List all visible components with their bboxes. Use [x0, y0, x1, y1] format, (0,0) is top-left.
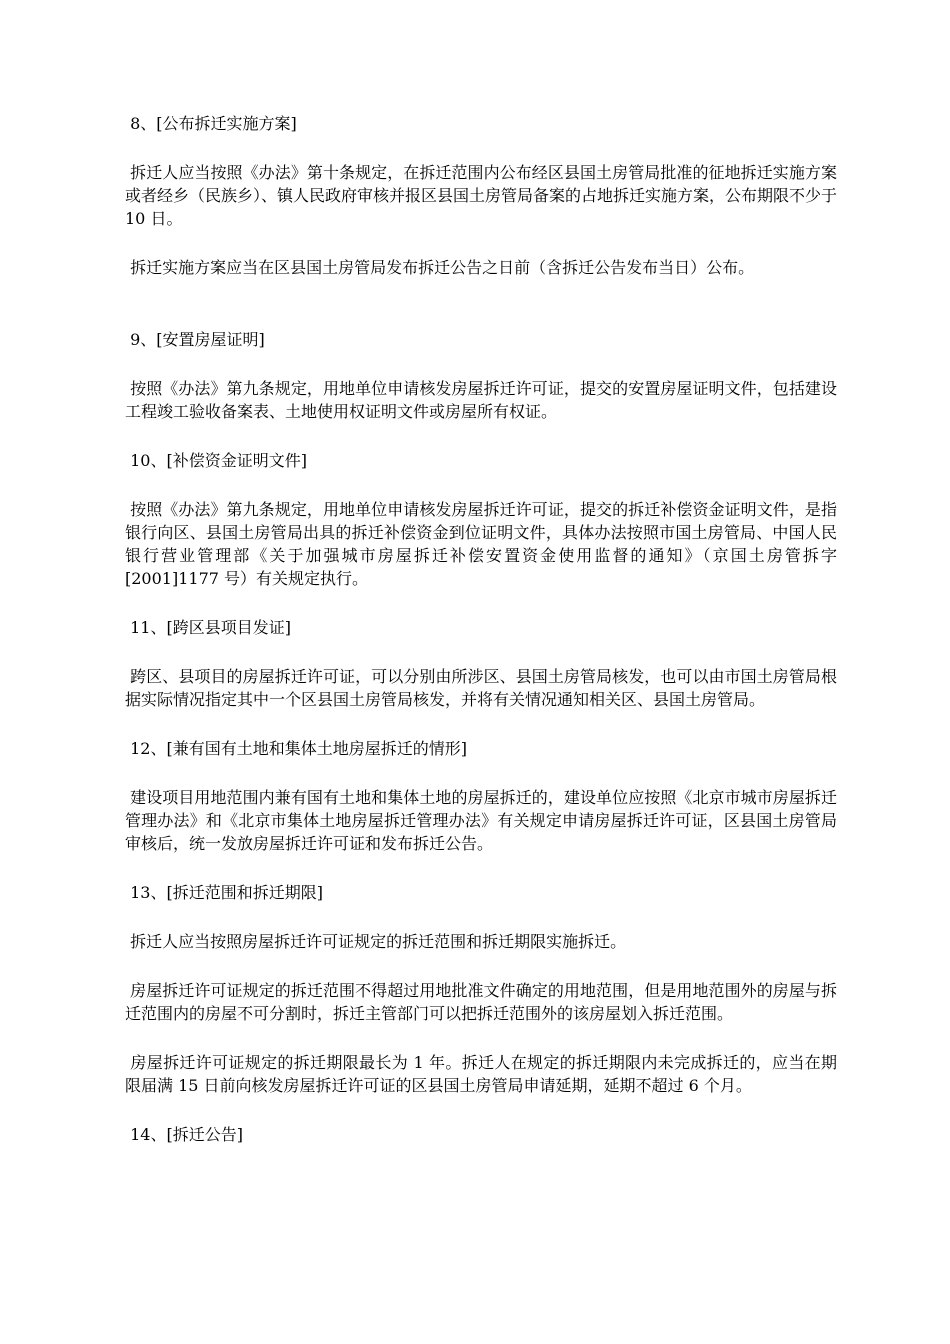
- document-body: [125, 112, 843, 1172]
- section-heading-11: 11、[跨区县项目发证]: [125, 618, 291, 637]
- section-heading-8: 8、[公布拆迁实施方案]: [125, 114, 297, 133]
- section-heading-9: 9、[安置房屋证明]: [125, 330, 265, 349]
- paragraph: 按照《办法》第九条规定，用地单位申请核发房屋拆迁许可证，提交的安置房屋证明文件，包括建设工程竣工验收备案表、土地使用权证明文件或房屋所有权证。: [125, 379, 837, 421]
- paragraph: 拆迁实施方案应当在区县国土房管局发布拆迁公告之日前（含拆迁公告发布当日）公布。: [125, 258, 755, 277]
- section-heading-10: 10、[补偿资金证明文件]: [125, 451, 307, 470]
- paragraph: 房屋拆迁许可证规定的拆迁范围不得超过用地批准文件确定的用地范围，但是用地范围外的房屋与拆迁范围内的房屋不可分割时，拆迁主管部门可以把拆迁范围外的该房屋划入拆迁范围。: [125, 981, 837, 1023]
- paragraph: 按照《办法》第九条规定，用地单位申请核发房屋拆迁许可证，提交的拆迁补偿资金证明文件，是指银行向区、县国土房管局出具的拆迁补偿资金到位证明文件，具体办法按照市国土房管局、中国人民银行营业管理部《关于加强城市房屋拆迁补偿安置资金使用监督的通知》（京国土房管拆字[2001]1177 号）有关规定执行。: [125, 500, 837, 588]
- section-heading-14: 14、[拆迁公告]: [125, 1125, 243, 1144]
- paragraph: 建设项目用地范围内兼有国有土地和集体土地的房屋拆迁的，建设单位应按照《北京市城市房屋拆迁管理办法》和《北京市集体土地房屋拆迁管理办法》有关规定申请房屋拆迁许可证，区县国土房管局审核后，统一发放房屋拆迁许可证和发布拆迁公告。: [125, 788, 837, 853]
- section-heading-12: 12、[兼有国有土地和集体土地房屋拆迁的情形]: [125, 739, 467, 758]
- paragraph: 拆迁人应当按照房屋拆迁许可证规定的拆迁范围和拆迁期限实施拆迁。: [125, 932, 627, 951]
- paragraph: 房屋拆迁许可证规定的拆迁期限最长为 1 年。拆迁人在规定的拆迁期限内未完成拆迁的，应当在期限届满 15 日前向核发房屋拆迁许可证的区县国土房管局申请延期，延期不超过 6 个月。: [125, 1053, 837, 1095]
- section-heading-13: 13、[拆迁范围和拆迁期限]: [125, 883, 323, 902]
- paragraph: 跨区、县项目的房屋拆迁许可证，可以分别由所涉区、县国土房管局核发，也可以由市国土房管局根据实际情况指定其中一个区县国土房管局核发，并将有关情况通知相关区、县国土房管局。: [125, 667, 837, 709]
- paragraph: 拆迁人应当按照《办法》第十条规定，在拆迁范围内公布经区县国土房管局批准的征地拆迁实施方案或者经乡（民族乡）、镇人民政府审核并报区县国土房管局备案的占地拆迁实施方案，公布期限不少于 10 日。: [125, 163, 843, 228]
